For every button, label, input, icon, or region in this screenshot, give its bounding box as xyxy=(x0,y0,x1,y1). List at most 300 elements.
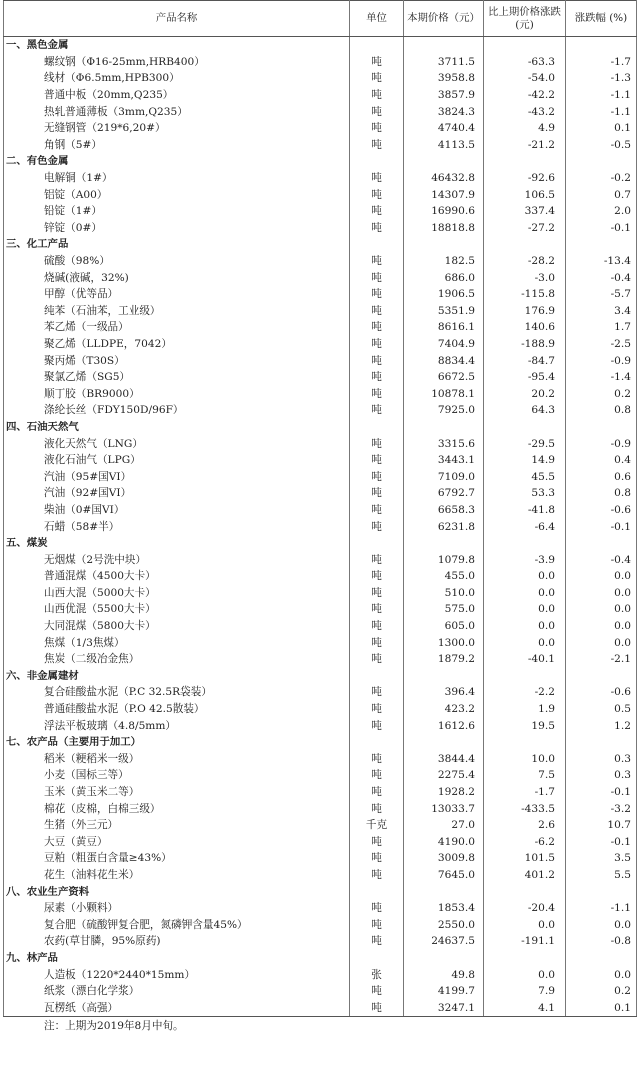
product-name: 苯乙烯（一级品） xyxy=(4,319,350,336)
product-name: 石蜡（58#半） xyxy=(4,518,350,535)
change-cell: -92.6 xyxy=(484,170,566,187)
table-row xyxy=(4,319,637,336)
category-row xyxy=(4,37,637,54)
price-cell: 2275.4 xyxy=(404,767,484,784)
change-cell: -1.7 xyxy=(484,784,566,801)
change-cell: -115.8 xyxy=(484,286,566,303)
product-name: 甲醇（优等品） xyxy=(4,286,350,303)
empty-cell xyxy=(484,153,566,170)
table-row xyxy=(4,402,637,419)
percent-cell: 1.2 xyxy=(566,717,637,734)
empty-cell xyxy=(404,668,484,685)
table-row xyxy=(4,684,637,701)
product-name: 稻米（粳稻米一级） xyxy=(4,751,350,768)
empty-cell xyxy=(350,668,404,685)
price-cell: 396.4 xyxy=(404,684,484,701)
price-cell: 8834.4 xyxy=(404,352,484,369)
percent-cell: -5.7 xyxy=(566,286,637,303)
product-name: 人造板（1220*2440*15mm） xyxy=(4,966,350,983)
unit-cell: 吨 xyxy=(350,54,404,71)
product-name: 铝锭（A00） xyxy=(4,186,350,203)
category-row xyxy=(4,535,637,552)
change-cell: -42.2 xyxy=(484,87,566,104)
empty-cell xyxy=(350,419,404,436)
change-cell: -43.2 xyxy=(484,103,566,120)
unit-cell: 吨 xyxy=(350,900,404,917)
product-name: 无烟煤（2号洗中块） xyxy=(4,551,350,568)
unit-cell: 千克 xyxy=(350,817,404,834)
percent-cell: -0.1 xyxy=(566,518,637,535)
category-title: 一、黑色金属 xyxy=(4,37,350,54)
empty-cell xyxy=(566,950,637,967)
header-price-change: 比上期价格涨跌(元) xyxy=(484,1,566,37)
change-cell: -3.0 xyxy=(484,269,566,286)
table-body xyxy=(4,37,637,1017)
percent-cell: -0.1 xyxy=(566,784,637,801)
table-row xyxy=(4,120,637,137)
empty-cell xyxy=(566,236,637,253)
percent-cell: 0.6 xyxy=(566,468,637,485)
change-cell: 0.0 xyxy=(484,634,566,651)
price-cell: 1906.5 xyxy=(404,286,484,303)
unit-cell: 吨 xyxy=(350,983,404,1000)
percent-cell: -2.5 xyxy=(566,336,637,353)
unit-cell: 吨 xyxy=(350,485,404,502)
table-row xyxy=(4,551,637,568)
percent-cell: -3.2 xyxy=(566,800,637,817)
table-row xyxy=(4,286,637,303)
table-row xyxy=(4,817,637,834)
table-row xyxy=(4,303,637,320)
change-cell: -95.4 xyxy=(484,369,566,386)
table-row xyxy=(4,352,637,369)
empty-cell xyxy=(350,153,404,170)
price-cell: 1079.8 xyxy=(404,551,484,568)
unit-cell: 吨 xyxy=(350,137,404,154)
unit-cell: 吨 xyxy=(350,385,404,402)
price-cell: 1879.2 xyxy=(404,651,484,668)
table-row xyxy=(4,634,637,651)
change-cell: -191.1 xyxy=(484,933,566,950)
percent-cell: 5.5 xyxy=(566,867,637,884)
unit-cell: 吨 xyxy=(350,502,404,519)
change-cell: -27.2 xyxy=(484,220,566,237)
unit-cell: 吨 xyxy=(350,170,404,187)
change-cell: 7.9 xyxy=(484,983,566,1000)
empty-cell xyxy=(404,236,484,253)
unit-cell: 吨 xyxy=(350,87,404,104)
product-name: 普通中板（20mm,Q235） xyxy=(4,87,350,104)
percent-cell: -0.8 xyxy=(566,933,637,950)
percent-cell: 0.5 xyxy=(566,701,637,718)
product-name: 无缝钢管（219*6,20#） xyxy=(4,120,350,137)
product-name: 聚丙烯（T30S） xyxy=(4,352,350,369)
unit-cell: 张 xyxy=(350,966,404,983)
product-name: 复合硅酸盐水泥（P.C 32.5R袋装） xyxy=(4,684,350,701)
price-cell: 605.0 xyxy=(404,618,484,635)
unit-cell: 吨 xyxy=(350,568,404,585)
table-row xyxy=(4,568,637,585)
empty-cell xyxy=(566,37,637,54)
percent-cell: 0.2 xyxy=(566,983,637,1000)
percent-cell: 0.2 xyxy=(566,385,637,402)
price-cell: 4740.4 xyxy=(404,120,484,137)
unit-cell: 吨 xyxy=(350,452,404,469)
table-row xyxy=(4,767,637,784)
category-row xyxy=(4,950,637,967)
table-row xyxy=(4,137,637,154)
empty-cell xyxy=(566,535,637,552)
table-row xyxy=(4,618,637,635)
category-title: 三、化工产品 xyxy=(4,236,350,253)
table-row xyxy=(4,435,637,452)
unit-cell: 吨 xyxy=(350,618,404,635)
category-title: 二、有色金属 xyxy=(4,153,350,170)
table-row xyxy=(4,834,637,851)
price-cell: 3711.5 xyxy=(404,54,484,71)
unit-cell: 吨 xyxy=(350,286,404,303)
table-row xyxy=(4,518,637,535)
percent-cell: -13.4 xyxy=(566,253,637,270)
change-cell: 401.2 xyxy=(484,867,566,884)
product-name: 山西大混（5000大卡） xyxy=(4,585,350,602)
empty-cell xyxy=(350,535,404,552)
price-cell: 6672.5 xyxy=(404,369,484,386)
header-current-price: 本期价格（元） xyxy=(404,1,484,37)
price-cell: 46432.8 xyxy=(404,170,484,187)
price-cell: 6792.7 xyxy=(404,485,484,502)
product-name: 尿素（小颗料） xyxy=(4,900,350,917)
product-name: 烧碱(液碱，32%) xyxy=(4,269,350,286)
product-name: 聚氯乙烯（SG5） xyxy=(4,369,350,386)
percent-cell: 10.7 xyxy=(566,817,637,834)
unit-cell: 吨 xyxy=(350,634,404,651)
table-row xyxy=(4,468,637,485)
unit-cell: 吨 xyxy=(350,186,404,203)
unit-cell: 吨 xyxy=(350,70,404,87)
product-name: 顺丁胶（BR9000） xyxy=(4,385,350,402)
price-cell: 455.0 xyxy=(404,568,484,585)
unit-cell: 吨 xyxy=(350,120,404,137)
footnote: 注：上期为2019年8月中旬。 xyxy=(44,1020,184,1033)
empty-cell xyxy=(484,236,566,253)
percent-cell: -1.1 xyxy=(566,900,637,917)
header-change-percent: 涨跌幅 (%) xyxy=(566,1,637,37)
percent-cell: -1.1 xyxy=(566,103,637,120)
change-cell: 7.5 xyxy=(484,767,566,784)
category-row xyxy=(4,153,637,170)
price-cell: 6231.8 xyxy=(404,518,484,535)
price-cell: 1853.4 xyxy=(404,900,484,917)
price-cell: 510.0 xyxy=(404,585,484,602)
empty-cell xyxy=(484,668,566,685)
product-name: 线材（Φ6.5mm,HPB300） xyxy=(4,70,350,87)
product-name: 生猪（外三元） xyxy=(4,817,350,834)
price-cell: 4113.5 xyxy=(404,137,484,154)
percent-cell: 2.0 xyxy=(566,203,637,220)
change-cell: -188.9 xyxy=(484,336,566,353)
empty-cell xyxy=(350,37,404,54)
price-cell: 3009.8 xyxy=(404,850,484,867)
table-row xyxy=(4,701,637,718)
table-row xyxy=(4,170,637,187)
unit-cell: 吨 xyxy=(350,601,404,618)
product-name: 花生（油料花生米） xyxy=(4,867,350,884)
change-cell: -41.8 xyxy=(484,502,566,519)
price-cell: 182.5 xyxy=(404,253,484,270)
product-name: 液化天然气（LNG） xyxy=(4,435,350,452)
category-row xyxy=(4,419,637,436)
change-cell: 45.5 xyxy=(484,468,566,485)
price-cell: 5351.9 xyxy=(404,303,484,320)
empty-cell xyxy=(350,236,404,253)
change-cell: -54.0 xyxy=(484,70,566,87)
change-cell: 0.0 xyxy=(484,601,566,618)
unit-cell: 吨 xyxy=(350,435,404,452)
table-row xyxy=(4,651,637,668)
empty-cell xyxy=(484,37,566,54)
product-name: 涤纶长丝（FDY150D/96F） xyxy=(4,402,350,419)
table-row xyxy=(4,220,637,237)
change-cell: -63.3 xyxy=(484,54,566,71)
unit-cell: 吨 xyxy=(350,999,404,1016)
change-cell: 19.5 xyxy=(484,717,566,734)
table-row xyxy=(4,601,637,618)
percent-cell: 0.1 xyxy=(566,120,637,137)
price-cell: 27.0 xyxy=(404,817,484,834)
product-name: 锌锭（0#） xyxy=(4,220,350,237)
table-row xyxy=(4,452,637,469)
empty-cell xyxy=(350,950,404,967)
change-cell: 0.0 xyxy=(484,618,566,635)
table-row xyxy=(4,369,637,386)
product-name: 浮法平板玻璃（4.8/5mm） xyxy=(4,717,350,734)
category-title: 八、农业生产资料 xyxy=(4,883,350,900)
percent-cell: -0.4 xyxy=(566,269,637,286)
percent-cell: 0.1 xyxy=(566,999,637,1016)
price-cell: 13033.7 xyxy=(404,800,484,817)
price-cell: 3247.1 xyxy=(404,999,484,1016)
category-title: 四、石油天然气 xyxy=(4,419,350,436)
change-cell: 1.9 xyxy=(484,701,566,718)
product-name: 山西优混（5500大卡） xyxy=(4,601,350,618)
product-name: 复合肥（硫酸钾复合肥，氮磷钾含量45%） xyxy=(4,916,350,933)
price-cell: 49.8 xyxy=(404,966,484,983)
category-title: 六、非金属建材 xyxy=(4,668,350,685)
price-cell: 18818.8 xyxy=(404,220,484,237)
product-name: 汽油（95#国VI） xyxy=(4,468,350,485)
percent-cell: 0.0 xyxy=(566,966,637,983)
percent-cell: 0.0 xyxy=(566,568,637,585)
category-row xyxy=(4,236,637,253)
product-name: 大同混煤（5800大卡） xyxy=(4,618,350,635)
percent-cell: -0.5 xyxy=(566,137,637,154)
table-row xyxy=(4,87,637,104)
product-name: 大豆（黄豆） xyxy=(4,834,350,851)
empty-cell xyxy=(566,668,637,685)
empty-cell xyxy=(566,419,637,436)
category-row xyxy=(4,734,637,751)
product-name: 热轧普通薄板（3mm,Q235） xyxy=(4,103,350,120)
percent-cell: 0.7 xyxy=(566,186,637,203)
empty-cell xyxy=(404,950,484,967)
percent-cell: 0.0 xyxy=(566,634,637,651)
product-name: 液化石油气（LPG） xyxy=(4,452,350,469)
table-row xyxy=(4,186,637,203)
unit-cell: 吨 xyxy=(350,933,404,950)
change-cell: -28.2 xyxy=(484,253,566,270)
product-name: 农药(草甘膦，95%原药) xyxy=(4,933,350,950)
change-cell: 14.9 xyxy=(484,452,566,469)
table-row xyxy=(4,933,637,950)
table-row xyxy=(4,983,637,1000)
change-cell: 337.4 xyxy=(484,203,566,220)
table-row xyxy=(4,385,637,402)
table-row xyxy=(4,203,637,220)
empty-cell xyxy=(404,37,484,54)
price-cell: 1612.6 xyxy=(404,717,484,734)
change-cell: 64.3 xyxy=(484,402,566,419)
percent-cell: -1.1 xyxy=(566,87,637,104)
percent-cell: -0.4 xyxy=(566,551,637,568)
empty-cell xyxy=(566,883,637,900)
percent-cell: -0.9 xyxy=(566,435,637,452)
percent-cell: 0.8 xyxy=(566,485,637,502)
unit-cell: 吨 xyxy=(350,717,404,734)
price-cell: 3844.4 xyxy=(404,751,484,768)
percent-cell: 0.3 xyxy=(566,767,637,784)
table-row xyxy=(4,269,637,286)
change-cell: 0.0 xyxy=(484,568,566,585)
unit-cell: 吨 xyxy=(350,220,404,237)
empty-cell xyxy=(484,734,566,751)
percent-cell: -0.6 xyxy=(566,684,637,701)
product-name: 普通硅酸盐水泥（P.O 42.5散装） xyxy=(4,701,350,718)
change-cell: 4.9 xyxy=(484,120,566,137)
unit-cell: 吨 xyxy=(350,352,404,369)
table-row xyxy=(4,485,637,502)
price-cell: 16990.6 xyxy=(404,203,484,220)
unit-cell: 吨 xyxy=(350,518,404,535)
change-cell: 53.3 xyxy=(484,485,566,502)
empty-cell xyxy=(404,535,484,552)
change-cell: 101.5 xyxy=(484,850,566,867)
unit-cell: 吨 xyxy=(350,468,404,485)
product-name: 柴油（0#国VI） xyxy=(4,502,350,519)
unit-cell: 吨 xyxy=(350,867,404,884)
price-cell: 10878.1 xyxy=(404,385,484,402)
product-name: 普通混煤（4500大卡） xyxy=(4,568,350,585)
unit-cell: 吨 xyxy=(350,253,404,270)
price-cell: 7925.0 xyxy=(404,402,484,419)
category-row xyxy=(4,668,637,685)
table-row xyxy=(4,800,637,817)
percent-cell: 3.4 xyxy=(566,303,637,320)
change-cell: -433.5 xyxy=(484,800,566,817)
change-cell: -21.2 xyxy=(484,137,566,154)
table-row xyxy=(4,717,637,734)
table-row xyxy=(4,867,637,884)
unit-cell: 吨 xyxy=(350,850,404,867)
unit-cell: 吨 xyxy=(350,369,404,386)
empty-cell xyxy=(404,734,484,751)
table-row xyxy=(4,253,637,270)
change-cell: 176.9 xyxy=(484,303,566,320)
unit-cell: 吨 xyxy=(350,916,404,933)
product-name: 焦炭（二级冶金焦） xyxy=(4,651,350,668)
percent-cell: 1.7 xyxy=(566,319,637,336)
percent-cell: -0.1 xyxy=(566,220,637,237)
table-row xyxy=(4,502,637,519)
price-cell: 686.0 xyxy=(404,269,484,286)
unit-cell: 吨 xyxy=(350,269,404,286)
table-row xyxy=(4,585,637,602)
empty-cell xyxy=(484,535,566,552)
change-cell: -20.4 xyxy=(484,900,566,917)
unit-cell: 吨 xyxy=(350,103,404,120)
percent-cell: 0.8 xyxy=(566,402,637,419)
change-cell: -3.9 xyxy=(484,551,566,568)
percent-cell: 0.0 xyxy=(566,601,637,618)
unit-cell: 吨 xyxy=(350,551,404,568)
unit-cell: 吨 xyxy=(350,684,404,701)
change-cell: 0.0 xyxy=(484,916,566,933)
empty-cell xyxy=(350,734,404,751)
empty-cell xyxy=(404,419,484,436)
unit-cell: 吨 xyxy=(350,336,404,353)
price-cell: 3824.3 xyxy=(404,103,484,120)
percent-cell: 0.3 xyxy=(566,751,637,768)
category-title: 九、林产品 xyxy=(4,950,350,967)
percent-cell: -0.2 xyxy=(566,170,637,187)
product-name: 螺纹钢（Φ16-25mm,HRB400） xyxy=(4,54,350,71)
percent-cell: 3.5 xyxy=(566,850,637,867)
category-row xyxy=(4,883,637,900)
percent-cell: -1.4 xyxy=(566,369,637,386)
price-table xyxy=(3,0,637,1017)
percent-cell: 0.0 xyxy=(566,916,637,933)
price-cell: 6658.3 xyxy=(404,502,484,519)
percent-cell: -1.7 xyxy=(566,54,637,71)
table-row xyxy=(4,999,637,1016)
price-cell: 7109.0 xyxy=(404,468,484,485)
change-cell: -84.7 xyxy=(484,352,566,369)
empty-cell xyxy=(484,419,566,436)
product-name: 瓦楞纸（高强） xyxy=(4,999,350,1016)
price-cell: 7404.9 xyxy=(404,336,484,353)
percent-cell: -0.9 xyxy=(566,352,637,369)
change-cell: 2.6 xyxy=(484,817,566,834)
price-cell: 3315.6 xyxy=(404,435,484,452)
change-cell: 4.1 xyxy=(484,999,566,1016)
unit-cell: 吨 xyxy=(350,402,404,419)
unit-cell: 吨 xyxy=(350,651,404,668)
empty-cell xyxy=(484,883,566,900)
empty-cell xyxy=(404,883,484,900)
product-name: 小麦（国标三等） xyxy=(4,767,350,784)
change-cell: 20.2 xyxy=(484,385,566,402)
product-name: 豆粕（粗蛋白含量≥43%） xyxy=(4,850,350,867)
product-name: 纯苯（石油苯，工业级） xyxy=(4,303,350,320)
product-name: 角钢（5#） xyxy=(4,137,350,154)
price-cell: 8616.1 xyxy=(404,319,484,336)
empty-cell xyxy=(566,734,637,751)
product-name: 纸浆（漂白化学浆） xyxy=(4,983,350,1000)
product-name: 汽油（92#国VI） xyxy=(4,485,350,502)
table-row xyxy=(4,850,637,867)
change-cell: -6.2 xyxy=(484,834,566,851)
unit-cell: 吨 xyxy=(350,585,404,602)
